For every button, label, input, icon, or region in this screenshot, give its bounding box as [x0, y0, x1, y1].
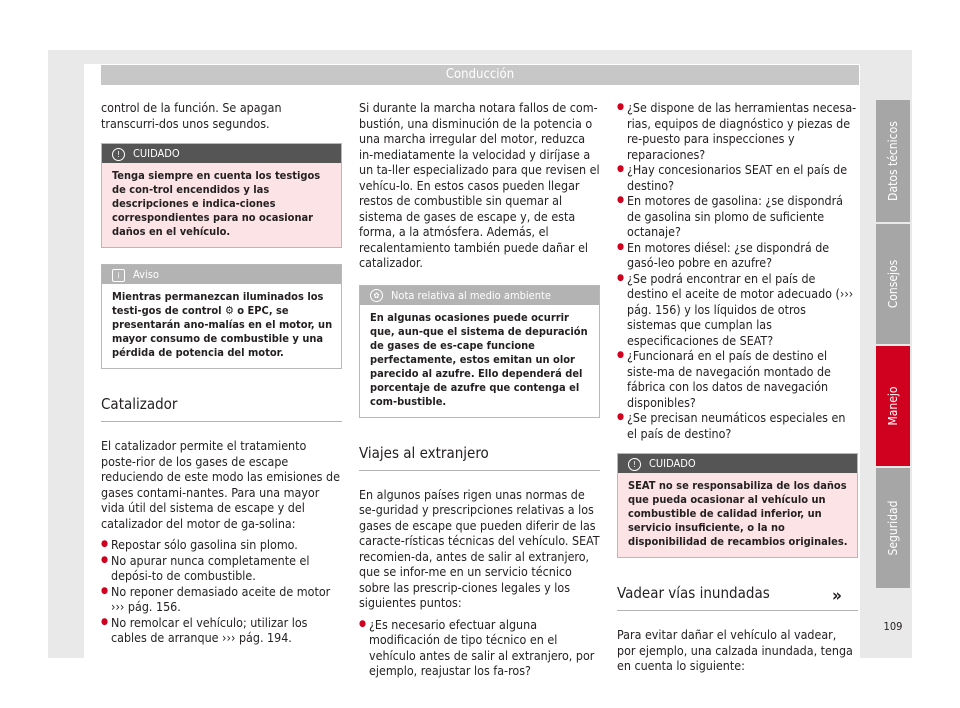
list-item: ● ¿Es necesario efectuar alguna modificación de tipo técnico en el vehículo antes de salir al extranjero, por ejemplo, reajustar los fa-ros? — [359, 617, 600, 679]
caution-box-seat — [617, 453, 858, 558]
info-icon: i — [112, 269, 125, 282]
page-number: 109 — [883, 620, 903, 633]
environment-title: Nota relativa al medio ambiente — [391, 288, 551, 302]
caution-text: Tenga siempre en cuenta los testigos de con-trol encendidos y las descripciones e indica-ciones correspondientes para no ocasionar daños en el vehículo. — [102, 163, 341, 247]
list-item: ● En motores de gasolina: ¿se dispondrá de gasolina sin plomo de suficiente octanaje? — [617, 193, 858, 240]
aviso-box — [101, 264, 342, 369]
tab-manejo[interactable]: Manejo — [876, 346, 910, 466]
warning-icon: ! — [112, 148, 125, 161]
list-item: ● ¿Funcionará en el país de destino el siste-ma de navegación montado de fábrica con los datos de navegación disponibles? — [617, 348, 858, 410]
list-item: ● No remolcar el vehículo; utilizar los cables de arranque ››› pág. 194. — [101, 615, 342, 646]
caution-header — [618, 454, 857, 473]
list-item: ● ¿Se dispone de las herramientas necesa-rias, equipos de diagnóstico y piezas de re-puesto para inspecciones y reparaciones? — [617, 100, 858, 162]
list-item: ● No reponer demasiado aceite de motor ››› pág. 156. — [101, 584, 342, 615]
aviso-title: Aviso — [133, 268, 159, 281]
list-item: ● ¿Se precisan neumáticos especiales en el país de destino? — [617, 410, 858, 441]
section-title-viajes: Viajes al extranjero — [359, 444, 600, 471]
fallos-paragraph: Si durante la marcha notara fallos de com-bustión, una disminución de la potencia o una marcha irregular del motor, reduzca in-mediatamente la velocidad y diríjase a un ta-ller especializado para que revisen el vehícu-lo. En estos casos pueden llegar restos de combustible sin quemar al sistema de gases de escape y, de esta forma, a la atmósfera. Además, el recalentamiento también puede dañar el catalizador. — [359, 100, 600, 270]
environment-header — [360, 286, 599, 305]
warning-icon: ! — [628, 458, 641, 471]
column-3 — [617, 100, 858, 674]
section-title-catalizador: Catalizador — [101, 395, 342, 422]
list-item: ● No apurar nunca completamente el depósi-to de combustible. — [101, 553, 342, 584]
caution-title: CUIDADO — [649, 457, 696, 470]
list-item: ● Repostar sólo gasolina sin plomo. — [101, 537, 342, 553]
aviso-header — [102, 265, 341, 284]
chapter-header: Conducción — [101, 65, 859, 85]
section-title-vadear: Vadear vías inundadas — [617, 584, 858, 611]
tab-consejos[interactable]: Consejos — [876, 224, 910, 344]
list-item: ● ¿Hay concesionarios SEAT en el país de destino? — [617, 162, 858, 193]
column-1 — [101, 100, 342, 646]
tab-datos-tecnicos[interactable]: Datos técnicos — [876, 100, 910, 222]
caution-box — [101, 143, 342, 248]
list-item: ● ¿Se podrá encontrar en el país de destino el aceite de motor adecuado (››› pág. 156) y los líquidos de otros sistemas que cumplan las especificaciones de SEAT? — [617, 271, 858, 349]
viajes-paragraph: En algunos países rigen unas normas de se-guridad y prescripciones relativas a los gases de escape que pueden diferir de las caracte-rísticas técnicas del vehículo. SEAT recomien-da, antes de salir al extranjero, que se infor-me en un servicio técnico sobre las prescrip-ciones legales y los siguientes puntos: — [359, 486, 600, 610]
flower-icon: ✿ — [370, 289, 383, 302]
vadear-paragraph: Para evitar dañar el vehículo al vadear, por ejemplo, una calzada inundada, tenga en cuenta lo siguiente: — [617, 627, 853, 673]
caution-header — [102, 144, 341, 163]
column-2 — [359, 100, 600, 679]
environment-text: En algunas ocasiones puede ocurrir que, aun-que el sistema de depuración de gases de es-cape funcione perfectamente, estos emitan un olor parecido al azufre. Ello dependerá del porcentaje de azufre que contenga el com-bustible. — [370, 310, 588, 408]
aviso-text: Mientras permanezcan iluminados los testi-gos de control ⚙ o EPC, se presentarán ano-malías en el motor, un mayor consumo de combustible y una pérdida de potencia del motor. — [112, 290, 333, 359]
catalizador-paragraph: El catalizador permite el tratamiento poste-rior de los gases de escape reduciendo de este modo las emisiones de gases contami-nantes. Para una mayor vida útil del sistema de escape y del catalizador del motor de ga-solina: — [101, 438, 340, 531]
list-item: ● En motores diésel: ¿se dispondrá de gasó-leo pobre en azufre? — [617, 240, 858, 271]
tab-seguridad[interactable]: Seguridad — [876, 468, 910, 588]
caution-text: SEAT no se responsabiliza de los daños que pueda ocasionar al vehículo un combustible de calidad inferior, un servicio insuficiente, o la no disponibilidad de recambios originales. — [618, 473, 857, 557]
caution-title: CUIDADO — [133, 147, 180, 160]
intro-text: control de la función. Se apagan transcurri-dos unos segundos. — [101, 100, 282, 131]
continue-mark: » — [832, 586, 842, 606]
environment-note-box — [359, 285, 600, 418]
